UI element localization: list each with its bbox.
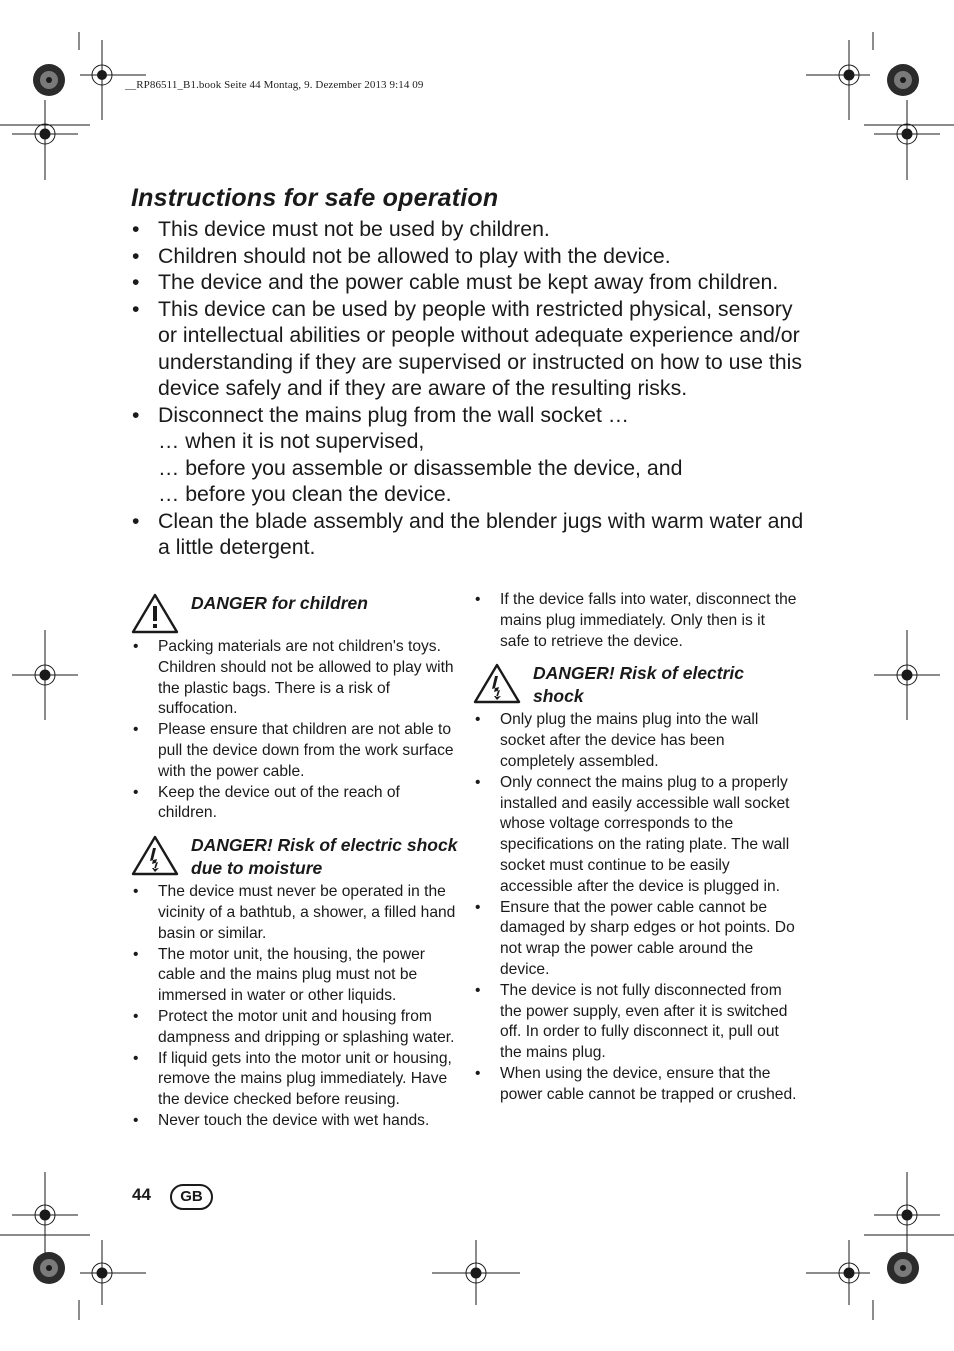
- warning-title: DANGER! Risk of electric shock due to moisture: [191, 835, 458, 878]
- sub-item: … before you assemble or disassemble the device, and: [158, 455, 683, 480]
- water-retrieval-list: [473, 590, 797, 652]
- safety-bullet-list: [131, 216, 811, 561]
- list-item: • Only plug the mains plug into the wall socket after the device has been completely assembled.: [475, 711, 759, 770]
- warning-title: DANGER! Risk of electric shock: [533, 663, 745, 706]
- sub-item: … when it is not supervised,: [158, 429, 425, 453]
- bullet-icon: •: [132, 243, 140, 268]
- list-item: • When using the device, ensure that the power cable cannot be trapped or crushed.: [475, 1064, 797, 1103]
- list-item: • Disconnect the mains plug from the wall socket … … when it is not supervised, … before you assemble or disassemble the device, and … before you clean the device.: [131, 402, 811, 508]
- list-item: • Only connect the mains plug to a properly installed and easily accessible wall socket whose voltage corresponds to the specifications on the rating plate. The wall socket must continue to be easily accessible after the device is plugged in.: [475, 773, 790, 895]
- list-item: • If liquid gets into the motor unit or housing, remove the mains plug immediately. Have the device checked before reusing.: [133, 1049, 452, 1109]
- sub-item: … before you clean the device.: [158, 482, 452, 506]
- danger-children-heading: [131, 590, 461, 634]
- electric-shock-triangle-icon: [472, 662, 522, 706]
- list-item: • Protect the motor unit and housing from dampness and dripping or splashing water.: [133, 1007, 455, 1046]
- electric-shock-triangle-icon: [130, 834, 180, 878]
- print-job-line: __RP86511_B1.book Seite 44 Montag, 9. Dezember 2013 9:14 09: [125, 79, 424, 91]
- bullet-icon: •: [132, 270, 140, 294]
- list-item: • The device and the power cable must be kept away from children.: [132, 270, 779, 294]
- list-item: • Please ensure that children are not able to pull the device down from the work surface with the power cable.: [133, 721, 454, 780]
- warning-title: DANGER for children: [191, 593, 368, 613]
- list-item: • Packing materials are not children's toys. Children should not be allowed to play with the plastic bags. There is a risk of suffocation.: [133, 638, 454, 718]
- list-item: • Children should not be allowed to play with the device.: [132, 243, 671, 268]
- section-title: Instructions for safe operation: [131, 184, 499, 212]
- list-item: • Keep the device out of the reach of children.: [133, 783, 400, 822]
- list-item: • The device is not fully disconnected from the power supply, even after it is switched off. In order to fully disconnect it, pull out the mains plug.: [475, 981, 788, 1062]
- bullet-icon: •: [132, 402, 140, 427]
- list-item: • The device must never be operated in the vicinity of a bathtub, a shower, a filled hand basin or similar.: [133, 883, 456, 942]
- danger-moisture-heading: [131, 832, 461, 879]
- right-column: [473, 590, 797, 1114]
- left-column: [131, 590, 461, 1140]
- list-item: • Clean the blade assembly and the blender jugs with warm water and a little detergent.: [132, 508, 804, 559]
- danger-children-list: [131, 637, 461, 824]
- list-item: • This device must not be used by children.: [132, 217, 550, 241]
- bullet-icon: •: [132, 296, 140, 321]
- language-badge: GB: [170, 1184, 213, 1210]
- bullet-icon: •: [132, 508, 140, 533]
- page-number: 44: [132, 1185, 151, 1204]
- danger-shock-list: [473, 710, 797, 1105]
- list-item: • The motor unit, the housing, the power cable and the mains plug must not be immersed in water or other liquids.: [133, 945, 425, 1005]
- exclamation-triangle-icon: [130, 592, 180, 636]
- danger-shock-heading: [473, 660, 797, 707]
- bullet-icon: •: [132, 217, 140, 241]
- danger-moisture-list: [131, 882, 461, 1132]
- list-item: • Ensure that the power cable cannot be damaged by sharp edges or hot points. Do not wrap the power cable around the device.: [475, 898, 795, 978]
- list-item: • This device can be used by people with restricted physical, sensory or intellectual abilities or people without adequate experience and/or understanding if they are supervised or instructed on how to use this device safely and if they are aware of the resulting risks.: [132, 296, 803, 400]
- list-item: • If the device falls into water, disconnect the mains plug immediately. Only then is it safe to retrieve the device.: [475, 591, 797, 650]
- list-item: • Never touch the device with wet hands.: [133, 1111, 430, 1129]
